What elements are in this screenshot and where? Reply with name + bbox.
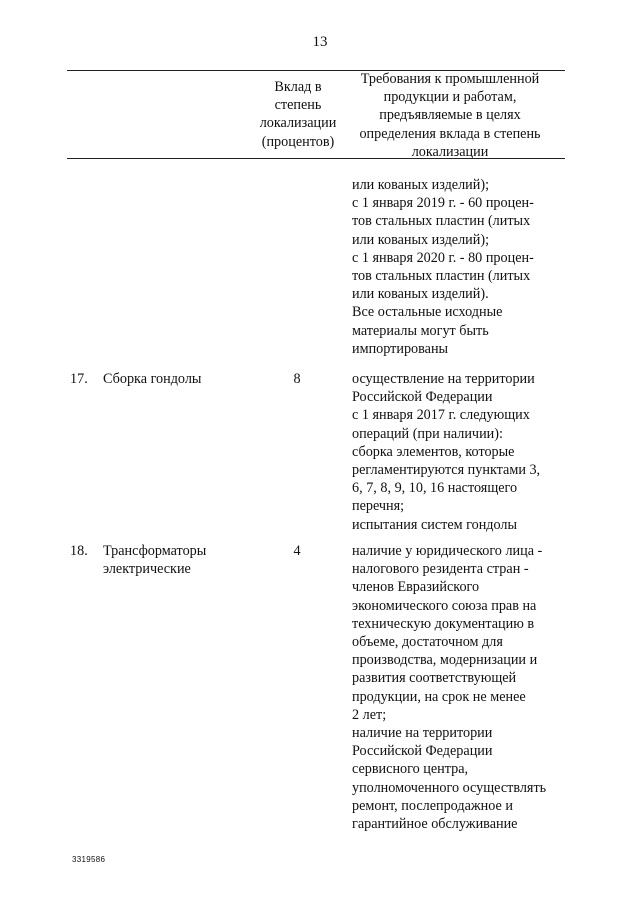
requirement-line: уполномоченного осуществлять <box>352 779 547 796</box>
requirement-line: техническую документацию в <box>352 615 535 632</box>
requirement-line: регламентируются пунктами 3, <box>352 462 541 479</box>
header-contribution-line: Вклад в <box>274 79 322 95</box>
requirement-line: с 1 января 2020 г. - 80 процен- <box>352 249 534 266</box>
requirement-line: сервисного центра, <box>352 761 469 778</box>
page-number: 13 <box>312 34 328 50</box>
requirement-line: или кованых изделий). <box>352 286 489 303</box>
requirement-line: сборка элементов, которые <box>352 443 515 460</box>
header-requirements-line: Требования к промышленной <box>360 71 540 87</box>
requirement-line: Все остальные исходные <box>352 304 503 321</box>
header-contribution-line: (процентов) <box>261 133 335 150</box>
requirement-line: наличие у юридического лица - <box>352 543 543 559</box>
row-number: 17. <box>70 371 88 387</box>
header-requirements-line: определения вклада в степень <box>359 125 541 142</box>
continuation-requirements <box>352 176 564 358</box>
requirement-line: тов стальных пластин (литых <box>352 268 531 285</box>
row-number: 18. <box>70 543 88 559</box>
row-name-line: электрические <box>103 561 191 578</box>
requirement-line: с 1 января 2017 г. следующих <box>352 407 530 424</box>
requirement-line: Российской Федерации <box>352 743 493 760</box>
requirement-line: перечня; <box>352 498 405 515</box>
requirement-line: экономического союза прав на <box>352 597 537 614</box>
requirement-line: объеме, достаточном для <box>352 634 503 651</box>
row-value: 4 <box>293 543 301 559</box>
table-header-rule <box>67 158 565 159</box>
requirement-line: материалы могут быть <box>352 322 489 339</box>
requirement-line: испытания систем гондолы <box>352 516 518 533</box>
header-requirements-line: локализации <box>411 143 489 160</box>
row-requirements <box>352 370 564 534</box>
requirement-line: ремонт, послепродажное и <box>352 797 513 814</box>
requirement-line: осуществление на территории <box>352 371 535 387</box>
row-name-line: Сборка гондолы <box>103 371 202 387</box>
row-name-line: Трансформаторы <box>103 543 207 559</box>
row-requirements <box>352 542 564 833</box>
requirement-line: производства, модернизации и <box>352 652 538 669</box>
row-name <box>103 542 253 578</box>
row-name <box>103 370 253 388</box>
row-value: 8 <box>293 371 301 387</box>
requirement-line: 2 лет; <box>352 706 387 723</box>
requirement-line: Российской Федерации <box>352 389 493 406</box>
header-contribution <box>252 78 344 151</box>
requirement-line: налогового резидента стран - <box>352 561 529 578</box>
requirement-line: гарантийное обслуживание <box>352 816 518 833</box>
requirement-line: операций (при наличии): <box>352 425 503 442</box>
requirement-line: наличие на территории <box>352 725 493 742</box>
requirement-line: продукции, на срок не менее <box>352 688 526 705</box>
document-code: 3319586 <box>72 855 106 864</box>
requirement-line: 6, 7, 8, 9, 10, 16 настоящего <box>352 480 518 497</box>
requirement-line: с 1 января 2019 г. - 60 процен- <box>352 195 534 212</box>
requirement-line: или кованых изделий); <box>352 177 490 193</box>
requirement-line: импортированы <box>352 340 449 357</box>
header-requirements-line: предъявляемые в целях <box>379 107 521 124</box>
requirement-line: тов стальных пластин (литых <box>352 213 531 230</box>
requirement-line: развития соответствующей <box>352 670 517 687</box>
header-contribution-line: локализации <box>259 115 337 132</box>
header-requirements-line: продукции и работам, <box>383 89 517 106</box>
header-contribution-line: степень <box>274 97 322 114</box>
requirement-line: или кованых изделий); <box>352 231 490 248</box>
header-requirements <box>346 70 554 161</box>
requirement-line: членов Евразийского <box>352 579 480 596</box>
